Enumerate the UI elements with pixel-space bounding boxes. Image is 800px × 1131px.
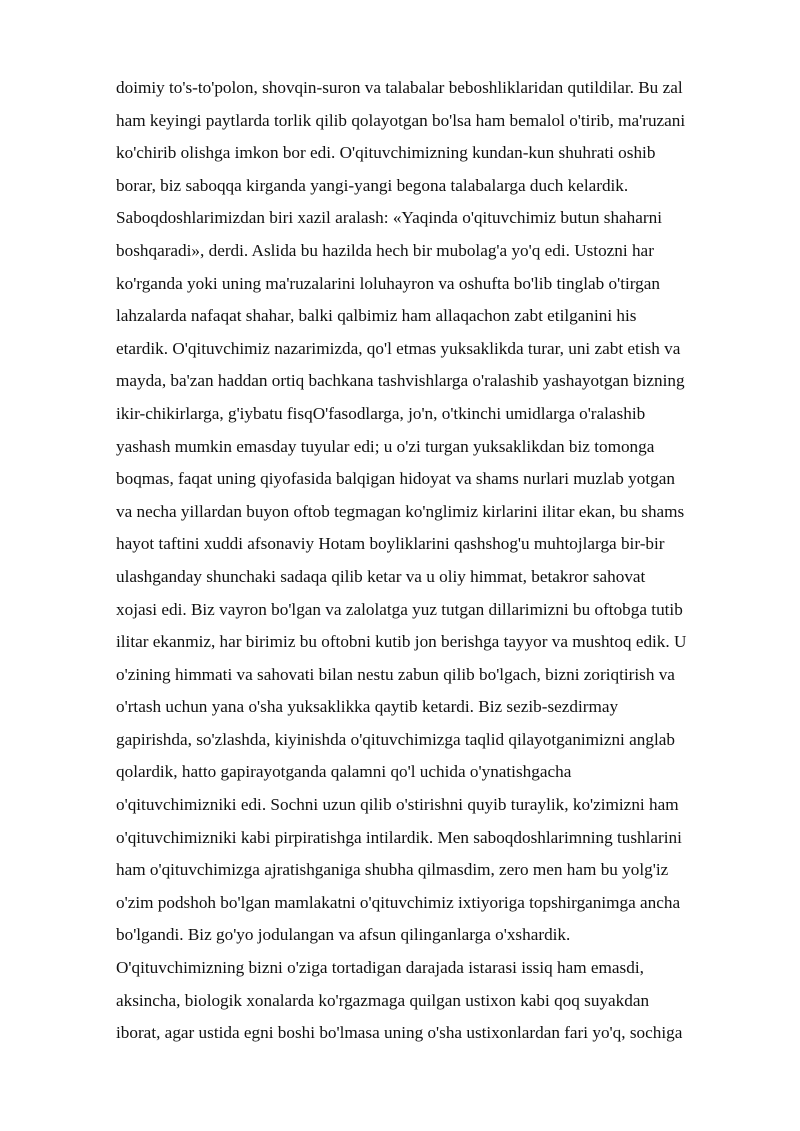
body-text — [116, 72, 746, 1050]
text-line: ham keyingi paytlarda torlik qilib qolayotgan bo'lsa ham bemalol o'tirib, ma'ruzani — [116, 110, 686, 130]
text-line: va necha yillardan buyon oftob tegmagan ko'nglimiz kirlarini ilitar ekan, bu shams — [116, 501, 685, 521]
text-line: lahzalarda nafaqat shahar, balki qalbimiz ham allaqachon zabt etilganini his — [116, 306, 637, 326]
text-line: ulashganday shunchaki sadaqa qilib ketar va u oliy himmat, betakror sahovat — [116, 566, 646, 586]
text-line: Saboqdoshlarimizdan biri xazil aralash: «Yaqinda o'qituvchimiz butun shaharni — [116, 208, 662, 228]
text-line: iborat, agar ustida egni boshi bo'lmasa uning o'sha ustixonlardan fari yo'q, sochiga — [116, 1023, 683, 1043]
text-line: bo'lgandi. Biz go'yo jodulangan va afsun qilinganlarga o'xshardik. — [116, 925, 571, 945]
text-line: ikir-chikirlarga, g'iybatu fisqO'fasodlarga, jo'n, o'tkinchi umidlarga o'ralashib — [116, 403, 646, 423]
text-line: ham o'qituvchimizga ajratishganiga shubha qilmasdim, zero men ham bu yolg'iz — [116, 860, 669, 880]
text-line: o'qituvchimizniki edi. Sochni uzun qilib o'stirishni quyib turaylik, ko'zimizni ham — [116, 795, 679, 815]
text-line: boshqaradi», derdi. Aslida bu hazilda hech bir mubolag'a yo'q edi. Ustozni har — [116, 240, 654, 260]
text-line: yashash mumkin emasday tuyular edi; u o'zi turgan yuksaklikdan biz tomonga — [116, 436, 655, 456]
text-line: ilitar ekanmiz, har birimiz bu oftobni kutib jon berishga tayyor va mushtoq edik. U — [116, 632, 687, 652]
text-line: qolardik, hatto gapirayotganda qalamni qo'l uchida o'ynatishgacha — [116, 762, 572, 782]
text-line: gapirishda, so'zlashda, kiyinishda o'qituvchimizga taqlid qilayotganimizni anglab — [116, 729, 675, 749]
text-line: ko'rganda yoki uning ma'ruzalarini loluhayron va oshufta bo'lib tinglab o'tirgan — [116, 273, 660, 293]
text-line: hayot taftini xuddi afsonaviy Hotam boyliklarini qashshog'u muhtojlarga bir-bir — [116, 534, 665, 554]
text-line: O'qituvchimizning bizni o'ziga tortadigan darajada istarasi issiq ham emasdi, — [116, 958, 644, 978]
text-line: mayda, ba'zan haddan ortiq bachkana tashvishlarga o'ralashib yashayotgan bizning — [116, 371, 685, 391]
text-line: borar, biz saboqqa kirganda yangi-yangi begona talabalarga duch kelardik. — [116, 175, 629, 195]
text-line: o'qituvchimizniki kabi pirpiratishga intilardik. Men saboqdoshlarimning tushlarini — [116, 827, 682, 847]
text-line: o'zining himmati va sahovati bilan nestu zabun qilib bo'lgach, bizni zoriqtirish va — [116, 664, 675, 684]
text-line: o'rtash uchun yana o'sha yuksaklikka qaytib ketardi. Biz sezib-sezdirmay — [116, 697, 619, 717]
text-line: o'zim podshoh bo'lgan mamlakatni o'qituvchimiz ixtiyoriga topshirganimga ancha — [116, 892, 681, 912]
text-line: ko'chirib olishga imkon bor edi. O'qituvchimizning kundan-kun shuhrati oshib — [116, 143, 656, 163]
text-line: boqmas, faqat uning qiyofasida balqigan hidoyat va shams nurlari muzlab yotgan — [116, 469, 675, 489]
text-line: etardik. O'qituvchimiz nazarimizda, qo'l etmas yuksaklikda turar, uni zabt etish va — [116, 338, 681, 358]
text-line: xojasi edi. Biz vayron bo'lgan va zalolatga yuz tutgan dillarimizni bu oftobga tutib — [116, 599, 683, 619]
text-line: aksincha, biologik xonalarda ko'rgazmaga quilgan ustixon kabi qoq suyakdan — [116, 990, 650, 1010]
text-line: doimiy to's-to'polon, shovqin-suron va talabalar beboshliklaridan qutildilar. Bu zal — [116, 78, 683, 97]
